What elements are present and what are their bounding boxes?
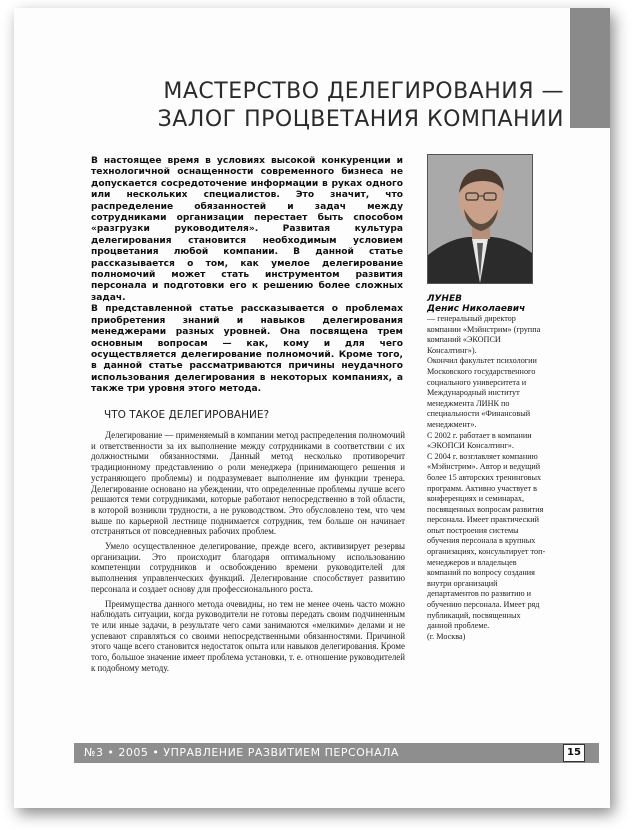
footer-issue-text: №3 • 2005 • УПРАВЛЕНИЕ РАЗВИТИЕМ ПЕРСОНАЛА [84, 746, 399, 759]
lead-paragraph: В представленной статье рассказывается о проблемах приобретения знаний и навыков делегирования менеджерами разных уровней. Она посвящена трем основным вопросам — как, кому и для чего осуществляется делегирование полномочий. Кроме того, в данной статье рассматриваются причины неудачного использования делегирования в некоторых компаниях, а также три уровня этого метода. [91, 304, 403, 395]
bio-location: (г. Москва) [427, 631, 466, 641]
bio-paragraph: С 2004 г. возглавляет компанию «Мэйнстрим». Автор и ведущий более 15 авторских тренинговых программ. Активно участвует в конференциях и семинарах, посвященных вопросам развития персонала. Имеет практический опыт построения системы обучения персонала в крупных организациях, консультирует топ-менеджеров и владельцев компаний по вопросу создания внутри организаций департаментов по развитию и обучению персонала. Имеет ряд публикаций, посвященных данной проблеме. [427, 451, 546, 631]
footer-bar [74, 743, 599, 763]
author-bio [427, 314, 547, 642]
author-name [427, 294, 547, 314]
article-body [91, 430, 405, 677]
section-heading: ЧТО ТАКОЕ ДЕЛЕГИРОВАНИЕ? [104, 409, 270, 421]
article-title [84, 78, 564, 134]
author-portrait-image [428, 155, 532, 283]
article-title-line-2: ЗАЛОГ ПРОЦВЕТАНИЯ КОМПАНИИ [157, 107, 564, 132]
bio-paragraph: С 2002 г. работает в компании «ЭКОПСИ Консалтинг». [427, 430, 532, 451]
bio-paragraph: Окончил факультет психологии Московского государственного социального университета и Международный институт менеджмента ЛИНК по специальности «Финансовый менеджмент». [427, 356, 537, 429]
body-paragraph: Преимущества данного метода очевидны, но тем не менее очень часто можно наблюдать ситуации, когда руководители не готовы передать своим подчиненным те или иные задачи, в результате чего сами занимаются «мелкими» делами и не успевают справляться со своими непосредственными обязанностями. Причиной этого чаще всего становится недостаток опыта или навыков делегирования. Кроме того, большое значение имеет проблема установки, т. е. отношение руководителей к подобному методу. [91, 598, 405, 673]
article-title-line-1: МАСТЕРСТВО ДЕЛЕГИРОВАНИЯ — [163, 79, 564, 104]
lead-paragraph: В настоящее время в условиях высокой конкуренции и технологичной оснащенности современного бизнеса не допускается сосредоточение информации в руках одного или нескольких специалистов. Это значит, что распределение обязанностей и задач между сотрудниками организации перестает быть способом «разгрузки руководителя». Развитая культура делегирования становится необходимым условием процветания любой компании. В данной статье рассказывается о том, как умелое делегирование полномочий может стать инструментом развития персонала и подготовки его к решению более сложных задач. [91, 156, 403, 303]
body-paragraph: Делегирование — применяемый в компании метод распределения полномочий и ответственности за их выполнение между сотрудниками в соответствии с их должностными обязанностями. Данный метод несколько противоречит традиционному представлению о роли менеджера (принимающего решения и устраняющего проблемы) и подразумевает выполнение им функции тренера. Делегирование основано на убеждении, что определенные проблемы лучше всего решаются теми сотрудниками, которые работают непосредственно в той области, в которой возникли трудности, а не руководством. Это обусловлено тем, что чем выше по карьерной лестнице поднимается сотрудник, тем больше он начинает отстраняться от повседневных рабочих проблем. [91, 430, 405, 537]
article-lead [91, 156, 403, 396]
author-first-names: Денис Николаевич [427, 304, 526, 314]
author-photo [427, 154, 533, 284]
magazine-page [14, 8, 610, 808]
author-surname: ЛУНЕВ [427, 294, 462, 304]
corner-tab [570, 8, 610, 128]
page-number: 15 [563, 744, 585, 762]
bio-paragraph: — генеральный директор компании «Мэйнстрим» (группа компаний «ЭКОПСИ Консалтинг»). [427, 314, 541, 355]
author-sidebar [427, 294, 547, 642]
body-paragraph: Умело осуществленное делегирование, прежде всего, активизирует резервы организации. Это происходит благодаря оптимальному использованию компетенции сотрудников и освобождению времени руководителей для выполнения управленческих функций. Делегирование способствует развитию персонала и создает основу для профессионального роста. [91, 541, 405, 594]
